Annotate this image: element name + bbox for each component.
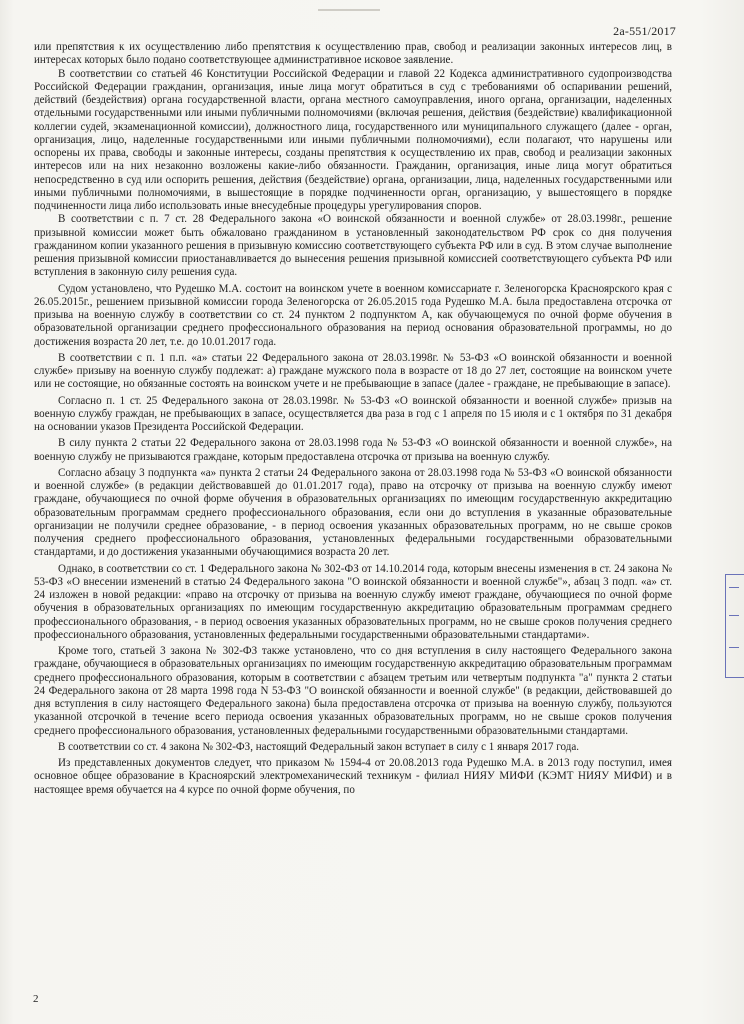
paragraph-continuation: или препятствия к их осуществлению либо препятствия к осуществлению прав, свобод и реализации законных интересов лиц, в интересах которых было подано соответствующее административное исковое заявление.: [34, 41, 672, 67]
paragraph: Из представленных документов следует, что приказом № 1594-4 от 20.08.2013 года Рудешко М.А. в 2013 году поступил, имея основное общее образование в Красноярский электромеханический техникум - филиал НИЯУ МИФИ (КЭМТ НИЯУ МИФИ) и в настоящее время обучается на 4 курсе по очной форме обучения, по: [34, 757, 672, 796]
case-number: 2а-551/2017: [613, 24, 676, 38]
paragraph: Согласно п. 1 ст. 25 Федерального закона от 28.03.1998г. № 53-ФЗ «О воинской обязанности и военной службе» призыв на военную службу граждан, не пребывающих в запасе, осуществляется два раза в год с 1 апреля по 15 июля и с 1 октября по 31 декабря на основании указов Президента Российской Федерации.: [34, 394, 672, 433]
scan-artifact: [318, 9, 380, 11]
paragraph: Судом установлено, что Рудешко М.А. состоит на воинском учете в военном комиссариате г. Зеленогорска Красноярского края с 26.05.2015г., решением призывной комиссии города Зеленогорска от 26.05.2015 года Рудешко М.А. была предоставлена отсрочка от призыва на военную службу в соответствии со ст. 24 пунктом 2 подпунктом А, как обучающемуся по очной форме обучения в образовательной организации среднего профессионального образования на период основания образовательной программы, но до достижения возраста 20 лет, т.е. до 10.01.2017 года.: [34, 282, 672, 348]
paragraph: Кроме того, статьей 3 закона № 302-ФЗ также установлено, что со дня вступления в силу настоящего Федерального закона граждане, обучающиеся в образовательных организациях по имеющим государственную аккредитацию образовательным программам среднего профессионального образования, которым в соответствии с абзацем третьим или четвертым подпункта "а" пункта 2 статьи 24 Федерального закона от 28 марта 1998 года N 53-ФЗ "О воинской обязанности и военной службе" (в редакции, действовавшей до дня вступления в силу настоящего Федерального закона) была предоставлена отсрочка от призыва на военную службу, пользуются указанной отсрочкой в течение всего периода освоения указанных образовательных программ, но не свыше сроков получения среднего профессионального образования, установленных федеральными государственными образовательными стандартами.: [34, 645, 672, 737]
paragraph: Согласно абзацу 3 подпункта «а» пункта 2 статьи 24 Федерального закона от 28.03.1998 года № 53-ФЗ «О воинской обязанности и военной службе» (в редакции действовавшей до 01.01.2017 года), право на отсрочку от призыва на военную службу имеют граждане, обучающиеся по очной форме обучения в образовательных организациях по имеющим государственную аккредитацию образовательным программам среднего профессионального образования, если они до вступления в указанные образовательные организации не получили среднее образование, - в период освоения указанных образовательных программ, но не свыше сроков получения среднего профессионального образования, установленных федеральными государственными образовательными стандартами, и до достижения указанными обучающимися возраста 20 лет.: [34, 466, 672, 559]
paragraph: В соответствии с п. 7 ст. 28 Федерального закона «О воинской обязанности и военной службе» от 28.03.1998г., решение призывной комиссии может быть обжаловано гражданином в установленный законодательством РФ срок со дня получения гражданином копии указанного решения в призывную комиссию соответствующего субъекта РФ или в суд. В этом случае выполнение решения призывной комиссии приостанавливается до вынесения решения призывной комиссией соответствующего субъекта РФ или вступления в законную силу решения суда.: [34, 213, 672, 279]
page-number: 2: [33, 993, 39, 1005]
paragraph: В соответствии со статьей 46 Конституции Российской Федерации и главой 22 Кодекса административного судопроизводства Российской Федерации гражданин, организация, иные лица могут обратиться в суд с требованиями об оспаривании решений, действий (бездействия) органа государственной власти, органа местного самоуправления, иного органа, организации, наделенных отдельными государственными или иными публичными полномочиями (включая решения, действия (бездействие) квалификационной коллегии судей, экзаменационной комиссии), должностного лица, государственного или муниципального служащего (далее - орган, организация, лицо, наделенные государственными или иными публичными полномочиями), если полагают, что нарушены или оспорены их права, свободы и законные интересы, созданы препятствия к осуществлению их прав, свобод и реализации законных интересов или на них незаконно возложены какие-либо обязанности. Гражданин, организация, иные лица могут обратиться непосредственно в суд или оспорить решения, действия (бездействие) органа, организации, лица, наделенных государственными или иными публичными полномочиями, в вышестоящие в порядке подчиненности орган, организацию, у вышестоящего в порядке подчиненности лица либо использовать иные внесудебные процедуры урегулирования споров.: [34, 67, 672, 212]
document-body: [34, 41, 672, 797]
paragraph: В соответствии со ст. 4 закона № 302-ФЗ, настоящий Федеральный закон вступает в силу с 1 января 2017 года.: [58, 740, 580, 753]
margin-stamp-mark: [725, 574, 744, 678]
paragraph: В силу пункта 2 статьи 22 Федерального закона от 28.03.1998 года № 53-ФЗ «О воинской обязанности и военной службе», на военную службу не призываются граждане, которым предоставлена отсрочка от призыва на военную службу.: [34, 437, 672, 463]
paragraph: В соответствии с п. 1 п.п. «а» статьи 22 Федерального закона от 28.03.1998г. № 53-ФЗ «О воинской обязанности и военной службе» призыву на военную службу подлежат: а) граждане мужского пола в возрасте от 18 до 27 лет, состоящие на воинском учете или не состоящие, но обязанные состоять на воинском учете и не пребывающие в запасе (далее - граждане, не пребывающие в запасе).: [34, 351, 672, 391]
paragraph: Однако, в соответствии со ст. 1 Федерального закона № 302-ФЗ от 14.10.2014 года, которым внесены изменения в ст. 24 закона № 53-ФЗ «О внесении изменений в статью 24 Федерального закона "О воинской обязанности и военной службе"», абзац 3 подп. «а» ст. 24 изложен в новой редакции: «право на отсрочку от призыва на военную службу имеют граждане, обучающиеся по очной форме обучения в образовательных организациях по имеющим государственную аккредитацию образовательным программам среднего профессионального образования, - в период освоения указанных образовательных программ, но не свыше сроков получения среднего профессионального образования, установленных федеральными государственными образовательными стандартами».: [34, 562, 672, 641]
